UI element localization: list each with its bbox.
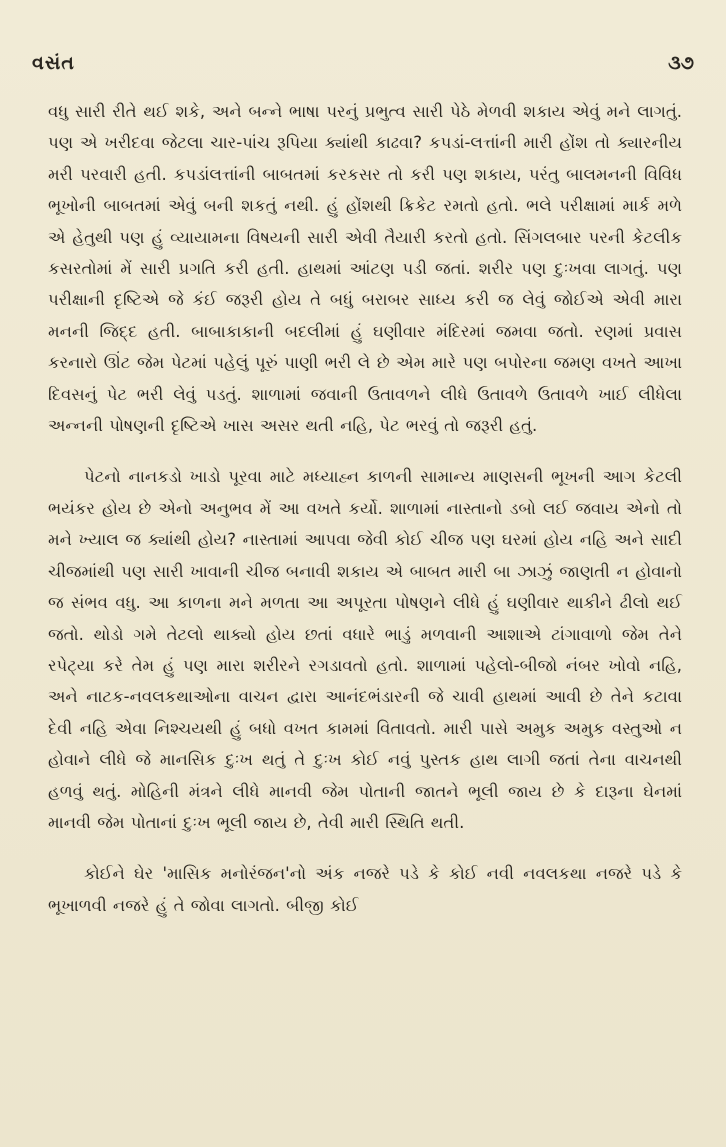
paragraph-2: પેટનો નાનકડો ખાડો પૂરવા માટે મધ્યાહ્ન કાળની સામાન્ય માણસની ભૂખની આગ કેટલી ભયંકર હોય છે એનો અનુભવ મેં આ વખતે કર્યો. શાળામાં નાસ્તાનો ડબો લઈ જવાય એનો તો મને ખ્યાલ જ ક્યાંથી હોય? નાસ્તામાં આપવા જેવી કોઈ ચીજ પણ ઘરમાં હોય નહિ અને સાદી ચીજમાંથી પણ સારી ખાવાની ચીજ બનાવી શકાય એ બાબત મારી બા ઝાઝું જાણતી ન હોવાનો જ સંભવ વધુ. આ કાળના મને મળતા આ અપૂરતા પોષણને લીધે હું ઘણીવાર થાકીને ઢીલો થઈ જતો. થોડો ગમે તેટલો થાક્યો હોય છતાં વધારે ભાડું મળવાની આશાએ ટાંગાવાળો જેમ તેને રપેટ્યા કરે તેમ હું પણ મારા શરીરને રગડાવતો હતો. શાળામાં પહેલો-બીજો નંબર ખોવો નહિ, અને નાટક-નવલકથાઓના વાચન દ્વારા આનંદભંડારની જે ચાવી હાથમાં આવી છે તેને કટાવા દેવી નહિ એવા નિશ્ચયથી હું બધો વખત કામમાં વિતાવતો. મારી પાસે અમુક અમુક વસ્તુઓ ન હોવાને લીધે જે માનસિક દુઃખ થતું તે દુઃખ કોઈ નવું પુસ્તક હાથ લાગી જતાં તેના વાચનથી હળવું થતું. મોહિની મંત્રને લીધે માનવી જેમ પોતાની જાતને ભૂલી જાય છે કે દારૂના ઘેનમાં માનવી જેમ પોતાનાં દુઃખ ભૂલી જાય છે, તેવી મારી સ્થિતિ થતી.: [48, 467, 682, 832]
paragraph-1: વધુ સારી રીતે થઈ શકે, અને બન્ને ભાષા પરનું પ્રભુત્વ સારી પેઠે મેળવી શકાય એવું મને લાગતું. પણ એ ખરીદવા જેટલા ચાર-પાંચ રૂપિયા ક્યાંથી કાઢવા? કપડાં-લત્તાંની મારી હોંશ તો ક્યારનીય મરી પરવારી હતી. કપડાંલત્તાંની બાબતમાં કરકસર તો કરી પણ શકાય, પરંતુ બાલમનની વિવિધ ભૂખોની બાબતમાં એવું બની શકતું નથી. હું હોંશથી ક્રિકેટ રમતો હતો. ભલે પરીક્ષામાં માર્ક મળે એ હેતુથી પણ હું વ્યાયામના વિષયની સારી એવી તૈયારી કરતો હતો. સિંગલબાર પરની કેટલીક કસરતોમાં મેં સારી પ્રગતિ કરી હતી. હાથમાં આંટણ પડી જતાં. શરીર પણ દુઃખવા લાગતું. પણ પરીક્ષાની દૃષ્ટિએ જે કંઈ જરૂરી હોય તે બધું બરાબર સાધ્ય કરી જ લેવું જોઈએ એવી મારા મનની જિદ્દ હતી. બાબાકાકાની બદલીમાં હું ઘણીવાર મંદિરમાં જમવા જતો. રણમાં પ્રવાસ કરનારો ઊંટ જેમ પેટમાં પહેલું પૂરું પાણી ભરી લે છે એમ મારે પણ બપોરના જમણ વખતે આખા દિવસનું પેટ ભરી લેવું પડતું. શાળામાં જવાની ઉતાવળને લીધે ઉતાવળે ઉતાવળે ખાઈ લીધેલા અન્નની પોષણની દૃષ્ટિએ ખાસ અસર થતી નહિ, પેટ ભરવું તો જરૂરી હતું.: [48, 102, 682, 436]
body-text: [48, 96, 682, 921]
running-title: વસંત: [32, 52, 75, 74]
page-header: [32, 52, 694, 82]
page-number: ૩૭: [668, 52, 694, 74]
paragraph-3: કોઈને ઘેર 'માસિક મનોરંજન'નો અંક નજરે પડે કે કોઈ નવી નવલકથા નજરે પડે કે ભૂખાળવી નજરે હું તે જોવા લાગતો. બીજી કોઈ: [48, 864, 682, 915]
